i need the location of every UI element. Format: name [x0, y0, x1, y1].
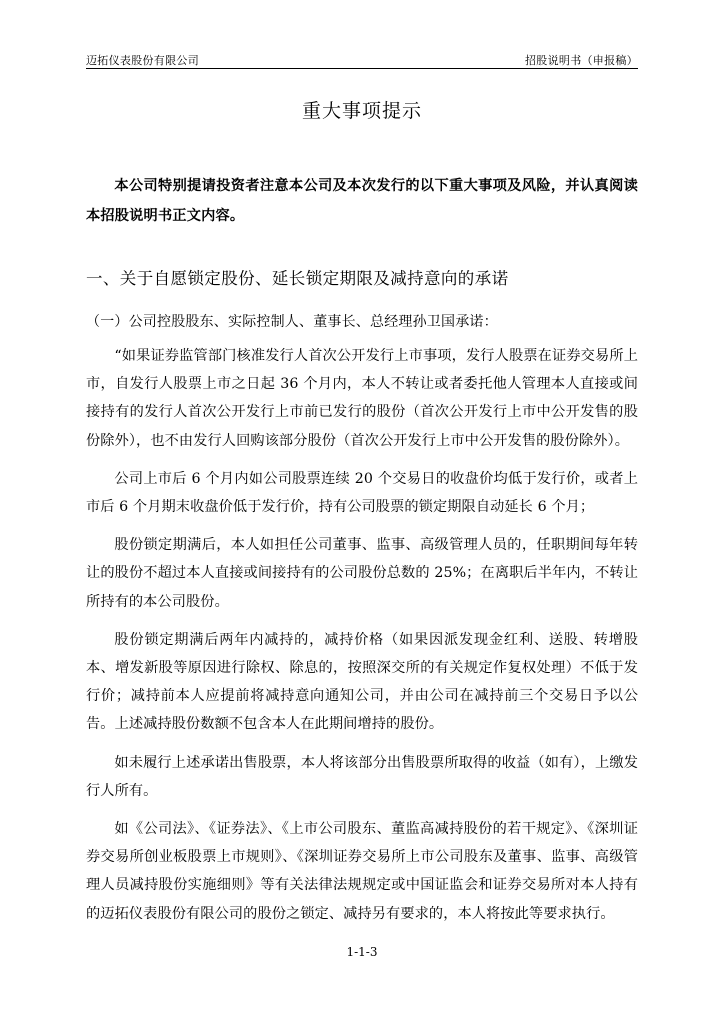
paragraph-breach: 如未履行上述承诺出售股票，本人将该部分出售股票所取得的收益（如有），上缴发行人所有。: [86, 754, 638, 799]
page-title: 重大事项提示: [301, 100, 422, 122]
notice-paragraph: 本公司特别提请投资者注意本公司及本次发行的以下重大事项及风险，并认真阅读本招股说明书正文内容。: [86, 178, 638, 224]
page-number: 1-1-3: [346, 945, 378, 959]
commitment-body: [86, 342, 638, 928]
paragraph-reduction: 股份锁定期满后两年内减持的，减持价格（如果因派发现金红利、送股、转增股本、增发新股等原因进行除权、除息的，按照深交所的有关规定作复权处理）不低于发行价；减持前本人应提前将减持意向通知公司，并由公司在减持前三个交易日予以公告。上述减持股份数额不包含本人在此期间增持的股份。: [86, 631, 638, 733]
header-company: 迈拓仪表股份有限公司: [86, 54, 199, 67]
paragraph-transfer-limit: 股份锁定期满后，本人如担任公司董事、监事、高级管理人员的，任职期间每年转让的股份不超过本人直接或间接持有的公司股份总数的 25%；在离职后半年内，不转让所持有的本公司股份。: [86, 537, 638, 610]
subsection-heading: （一）公司控股股东、实际控制人、董事长、总经理孙卫国承诺：: [86, 314, 498, 330]
paragraph-extension: 公司上市后 6 个月内如公司股票连续 20 个交易日的收盘价均低于发行价，或者上市后 6 个月期末收盘价低于发行价，持有公司股票的锁定期限自动延长 6 个月；: [86, 470, 638, 516]
paragraph-regulations: 如《公司法》、《证券法》、《上市公司股东、董监高减持股份的若干规定》、《深圳证券交易所创业板股票上市规则》、《深圳证券交易所上市公司股东及董事、监事、高级管理人员减持股份实施细则》等有关法律法规规定或中国证监会和证券交易所对本人持有的迈拓仪表股份有限公司的股份之锁定、减持另有要求的，本人将按此等要求执行。: [86, 821, 638, 922]
section-heading: 一、关于自愿锁定股份、延长锁定期限及减持意向的承诺: [86, 269, 509, 288]
header-rule: [86, 68, 638, 69]
paragraph-lockup: “如果证券监管部门核准发行人首次公开发行上市事项，发行人股票在证券交易所上市，自发行人股票上市之日起 36 个月内，本人不转让或者委托他人管理本人直接或间接持有的发行人首次公开发行上市前已发行的股份（首次公开发行上市中公开发售的股份除外），也不由发行人回购该部分股份（首次公开发行上市中公开发售的股份除外）。: [86, 348, 638, 449]
header-doc-type: 招股说明书（申报稿）: [525, 54, 638, 67]
